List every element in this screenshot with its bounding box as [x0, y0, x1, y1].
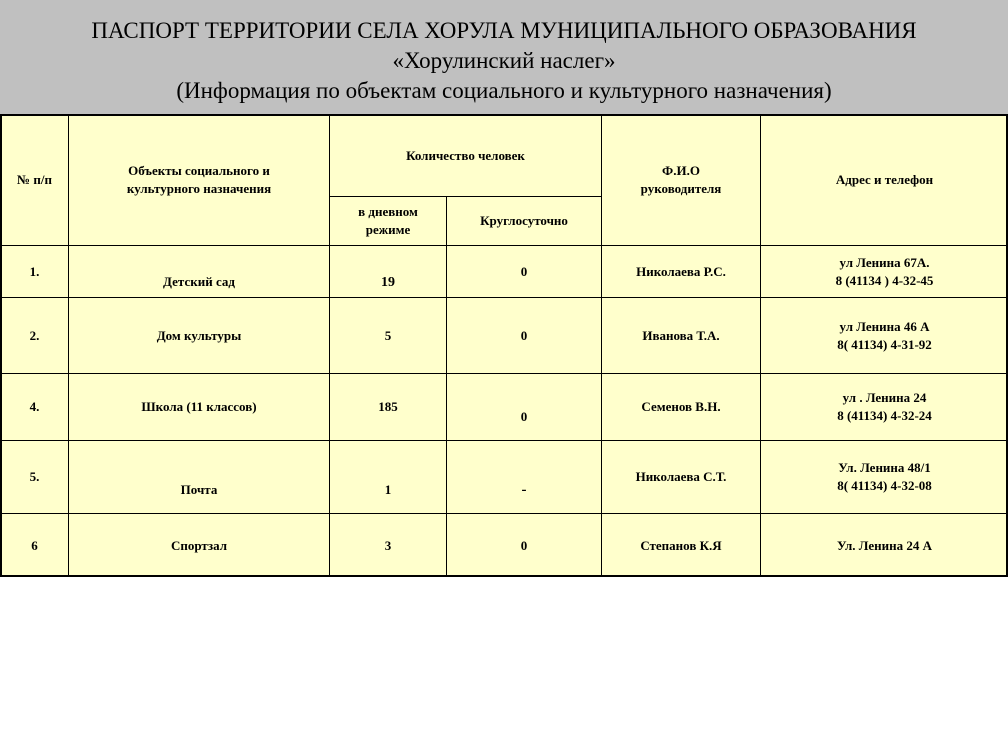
table-row-4-head: Николаева С.Т.	[601, 440, 760, 513]
header-title-line: ПАСПОРТ ТЕРРИТОРИИ СЕЛА ХОРУЛА МУНИЦИПАЛЬНОГО ОБРАЗОВАНИЯ	[91, 18, 917, 43]
table-row-5-head: Степанов К.Я	[601, 513, 760, 577]
table-row-2-head: Иванова Т.А.	[601, 297, 760, 373]
table-row-3-address: ул . Ленина 24 8 (41134) 4-32-24	[760, 373, 1008, 440]
header-people	[329, 114, 601, 196]
table-row-1-head: Николаева Р.С.	[601, 245, 760, 297]
header-address-label: Адрес и телефон	[835, 172, 934, 187]
table-row-1-day: 19	[329, 245, 446, 297]
table-row-3-object: Школа (11 классов)	[68, 373, 329, 440]
header-day-label: в дневном режиме	[358, 204, 418, 237]
header-num	[0, 114, 68, 245]
table-row-2-day: 5	[329, 297, 446, 373]
table-row-5-round: 0	[446, 513, 601, 577]
table-row-4-round: -	[446, 440, 601, 513]
table-row-5-day: 3	[329, 513, 446, 577]
table-row-1-address: ул Ленина 67А. 8 (41134 ) 4-32-45	[760, 245, 1008, 297]
table-row-4-address: Ул. Ленина 48/1 8( 41134) 4-32-08	[760, 440, 1008, 513]
table-row-2-address: ул Ленина 46 А 8( 41134) 4-31-92	[760, 297, 1008, 373]
document-header	[0, 0, 1008, 114]
table-row-1-num: 1.	[0, 245, 68, 297]
table-row-5-address: Ул. Ленина 24 А	[760, 513, 1008, 577]
header-num-label: № п/п	[17, 172, 52, 187]
table-row-5-object: Спортзал	[68, 513, 329, 577]
passport-table	[0, 114, 1008, 577]
header-objects	[68, 114, 329, 245]
table-row-3-head: Семенов В.Н.	[601, 373, 760, 440]
table-row-3-num: 4.	[0, 373, 68, 440]
header-people-label: Количество человек	[406, 147, 525, 163]
table-row-5-num: 6	[0, 513, 68, 577]
table-row-4-day: 1	[329, 440, 446, 513]
header-day	[329, 196, 446, 245]
header-subtitle-line: «Хорулинский наслег»	[392, 48, 616, 73]
header-round	[446, 196, 601, 245]
header-objects-label: Объекты социального и культурного назначения	[126, 163, 272, 196]
table-row-4-num: 5.	[0, 440, 68, 513]
table-row-2-num: 2.	[0, 297, 68, 373]
table-row-2-object: Дом культуры	[68, 297, 329, 373]
header-head-label: Ф.И.О руководителя	[640, 163, 722, 196]
header-head	[601, 114, 760, 245]
table-row-2-round: 0	[446, 297, 601, 373]
table-row-1-round: 0	[446, 245, 601, 297]
table-row-3-day: 185	[329, 373, 446, 440]
table-row-4-object: Почта	[68, 440, 329, 513]
table-row-3-round: 0	[446, 373, 601, 440]
header-round-label: Круглосуточно	[480, 213, 568, 228]
header-address	[760, 114, 1008, 245]
header-description-line: (Информация по объектам социального и культурного назначения)	[176, 78, 832, 103]
table-row-1-object: Детский сад	[68, 245, 329, 297]
